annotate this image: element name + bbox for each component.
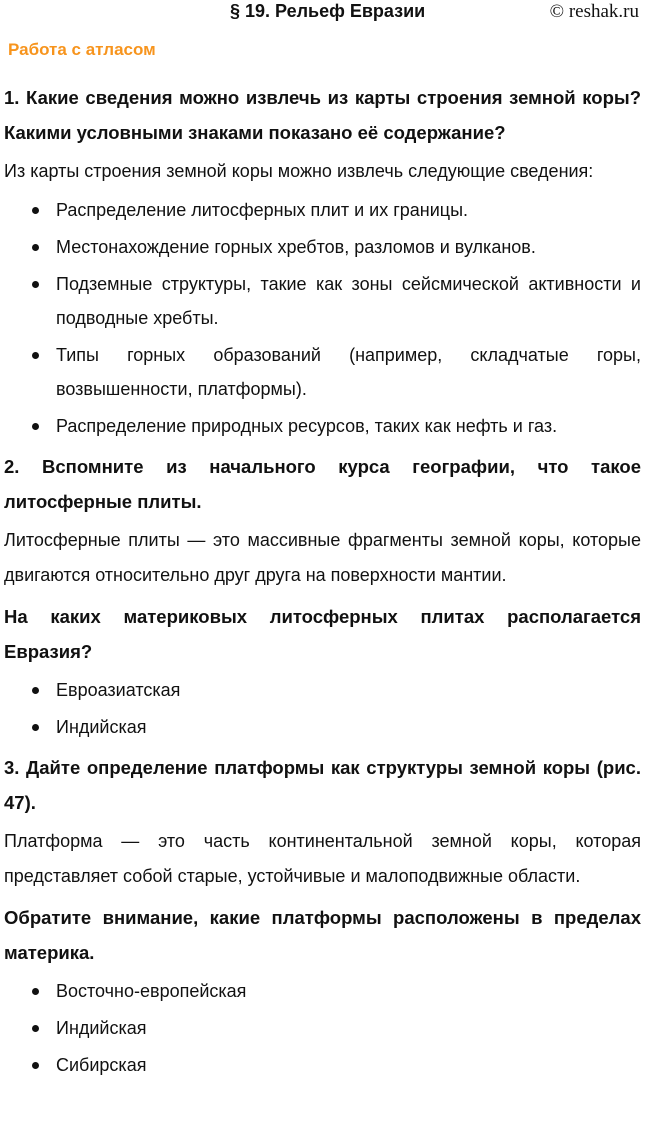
list-item: Индийская (4, 710, 641, 744)
list-3 (4, 974, 641, 1082)
list-item: Восточно-европейская (4, 974, 641, 1008)
list-item: Распределение природных ресурсов, таких как нефть и газ. (4, 409, 641, 443)
page-header (0, 0, 645, 26)
list-item: Типы горных образований (например, складчатые горы, возвышенности, платформы). (4, 338, 641, 406)
section-label: Работа с атласом (8, 40, 156, 59)
page-title: § 19. Рельеф Евразии (230, 1, 426, 21)
question-3: 3. Дайте определение платформы как структуры земной коры (рис. 47). (4, 757, 641, 813)
list-item: Индийская (4, 1011, 641, 1045)
sub-question-3: Обратите внимание, какие платформы расположены в пределах материка. (4, 907, 641, 963)
list-item: Подземные структуры, такие как зоны сейсмической активности и подводные хребты. (4, 267, 641, 335)
site-watermark: © reshak.ru (549, 1, 639, 22)
list-item: Местонахождение горных хребтов, разломов и вулканов. (4, 230, 641, 264)
list-item: Сибирская (4, 1048, 641, 1082)
answer-3: Платформа — это часть континентальной земной коры, которая представляет собой старые, устойчивые и малоподвижные области. (4, 831, 641, 886)
answer-2: Литосферные плиты — это массивные фрагменты земной коры, которые двигаются относительно друг друга на поверхности мантии. (4, 530, 641, 585)
list-1 (4, 193, 641, 443)
sub-question-2: На каких материковых литосферных плитах располагается Евразия? (4, 606, 641, 662)
answer-1: Из карты строения земной коры можно извлечь следующие сведения: (4, 161, 594, 181)
list-2 (4, 673, 641, 744)
list-item: Распределение литосферных плит и их границы. (4, 193, 641, 227)
content (0, 80, 645, 1082)
question-1: 1. Какие сведения можно извлечь из карты строения земной коры? Какими условными знаками показано её содержание? (4, 87, 641, 143)
question-2: 2. Вспомните из начального курса географии, что такое литосферные плиты. (4, 456, 641, 512)
list-item: Евроазиатская (4, 673, 641, 707)
